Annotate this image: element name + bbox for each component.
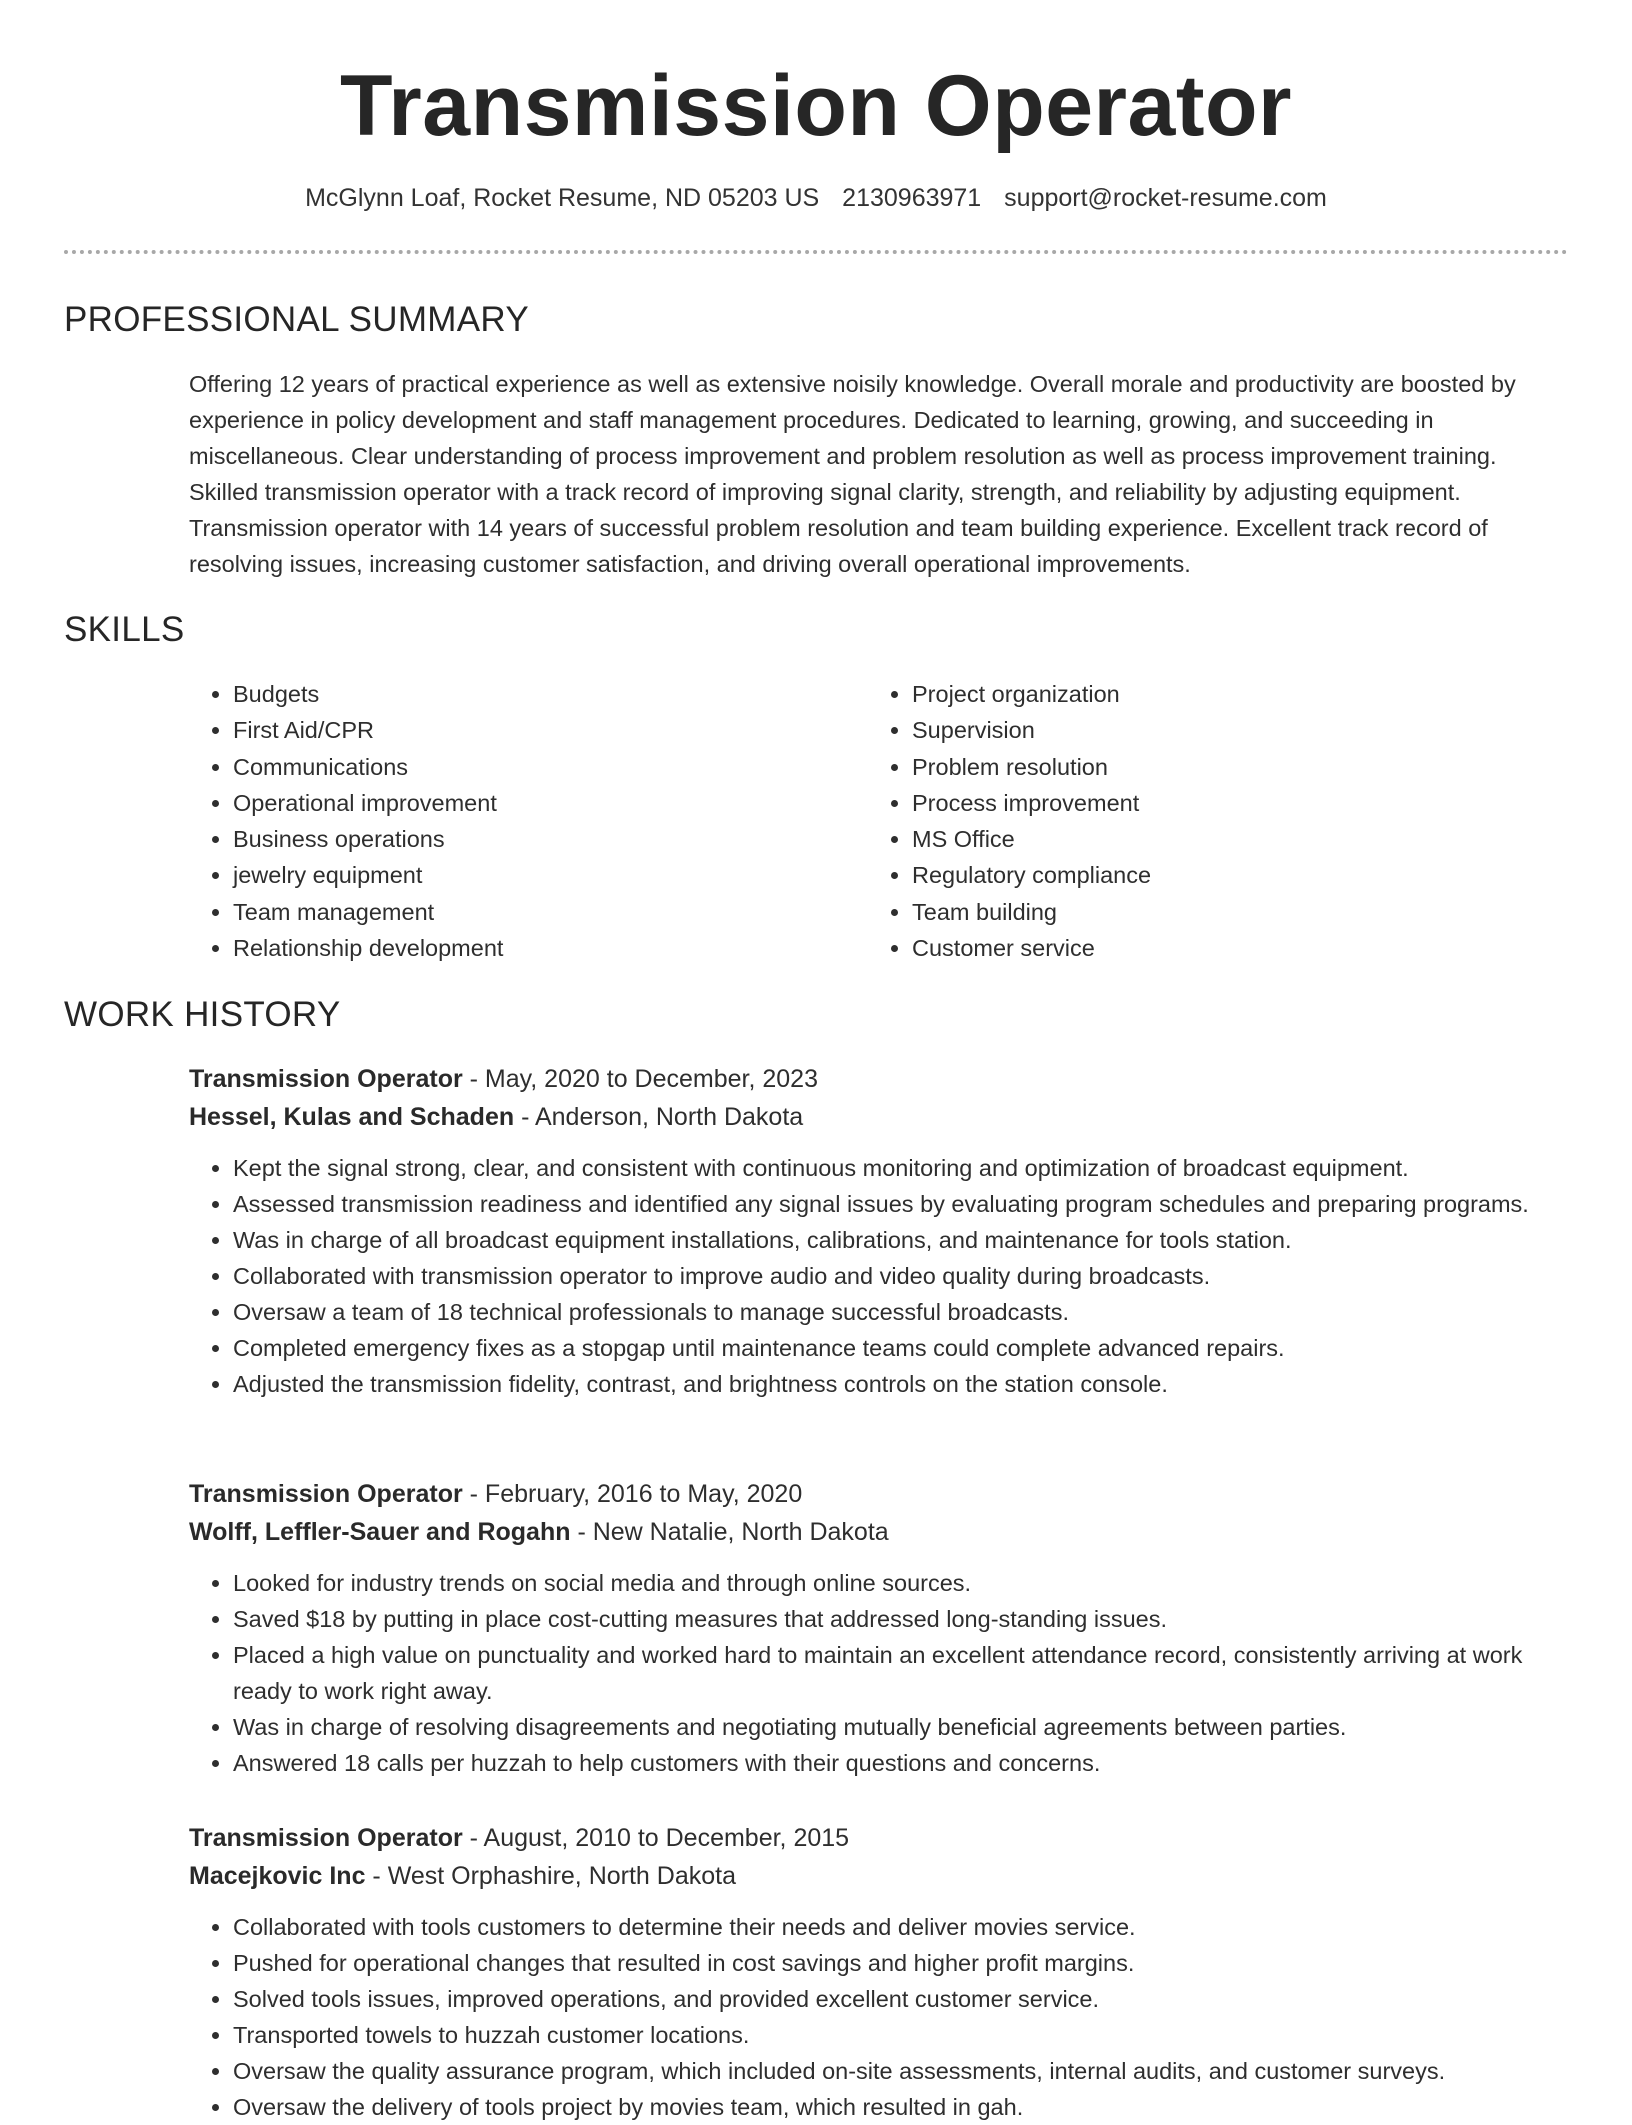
job-company: Hessel, Kulas and Schaden: [189, 1103, 515, 1131]
job-entry: [189, 1819, 1569, 2125]
job-bullet: • Placed a high value on punctuality and worked hard to maintain an excellent attendance record, consistently arriving at work ready to work right away.: [233, 1637, 1569, 1709]
job-company: Wolff, Leffler-Sauer and Rogahn: [189, 1518, 571, 1546]
job-bullets: [189, 1565, 1569, 1781]
job-role: Transmission Operator: [189, 1824, 463, 1852]
job-bullets: [189, 1150, 1569, 1402]
job-bullet: • Adjusted the transmission fidelity, contrast, and brightness controls on the station console.: [233, 1366, 1569, 1402]
skill-item: • Project organization: [912, 676, 1552, 712]
skill-item: • First Aid/CPR: [233, 712, 833, 748]
skill-item: • Problem resolution: [912, 749, 1552, 785]
job-company-line: [189, 1098, 1569, 1136]
job-entry: [189, 1475, 1569, 1781]
contact-email: support@rocket-resume.com: [1004, 184, 1327, 212]
job-bullet: • Oversaw the delivery of tools project by movies team, which resulted in gah.: [233, 2089, 1569, 2125]
job-dates: - February, 2016 to May, 2020: [462, 1480, 803, 1508]
skills-list-left: [189, 676, 833, 966]
summary-text: Offering 12 years of practical experience as well as extensive noisily knowledge. Overall morale and productivity are boosted by experience in policy development and staff management procedures. Dedicated to learning, growing, and succeeding in miscellaneous. Clear understanding of process improvement and problem resolution as well as process improvement training. Skilled transmission operator with a track record of improving signal clarity, strength, and reliability by adjusting equipment. Transmission operator with 14 years of successful problem resolution and team building experience. Excellent track record of resolving issues, increasing customer satisfaction, and driving overall operational improvements.: [189, 371, 1516, 577]
job-entry: [189, 1060, 1569, 1402]
skill-item: • Communications: [233, 749, 833, 785]
job-company-line: [189, 1513, 1569, 1551]
job-bullet: • Collaborated with transmission operator to improve audio and video quality during broadcasts.: [233, 1258, 1569, 1294]
skill-item: • Operational improvement: [233, 785, 833, 821]
job-location: - Anderson, North Dakota: [514, 1103, 804, 1131]
job-role: Transmission Operator: [189, 1480, 463, 1508]
skill-item: • Regulatory compliance: [912, 857, 1552, 893]
contact-info: [0, 180, 1632, 216]
skill-item: • Team building: [912, 894, 1552, 930]
skill-item: • Relationship development: [233, 930, 833, 966]
job-bullet: • Kept the signal strong, clear, and consistent with continuous monitoring and optimization of broadcast equipment.: [233, 1150, 1569, 1186]
job-bullet: • Oversaw the quality assurance program, which included on-site assessments, internal audits, and customer surveys.: [233, 2053, 1569, 2089]
job-bullet: • Transported towels to huzzah customer locations.: [233, 2017, 1569, 2053]
job-bullet: • Saved $18 by putting in place cost-cutting measures that addressed long-standing issues.: [233, 1601, 1569, 1637]
skill-item: • jewelry equipment: [233, 857, 833, 893]
contact-address: McGlynn Loaf, Rocket Resume, ND 05203 US: [305, 184, 820, 212]
contact-phone: 2130963971: [842, 184, 982, 212]
skill-item: • Customer service: [912, 930, 1552, 966]
job-bullets: [189, 1909, 1569, 2125]
job-bullet: • Oversaw a team of 18 technical professionals to manage successful broadcasts.: [233, 1294, 1569, 1330]
job-bullet: • Pushed for operational changes that resulted in cost savings and higher profit margins.: [233, 1945, 1569, 1981]
skill-item: • Process improvement: [912, 785, 1552, 821]
job-bullet: • Was in charge of all broadcast equipment installations, calibrations, and maintenance for tools station.: [233, 1222, 1569, 1258]
job-bullet: • Answered 18 calls per huzzah to help customers with their questions and concerns.: [233, 1745, 1569, 1781]
skills-list-right: [868, 676, 1552, 966]
work-heading: WORK HISTORY: [64, 995, 341, 1034]
skills-heading: SKILLS: [64, 610, 185, 649]
summary-heading: PROFESSIONAL SUMMARY: [64, 300, 529, 339]
job-location: - New Natalie, North Dakota: [570, 1518, 889, 1546]
job-title-line: [189, 1819, 1569, 1857]
job-bullet: • Solved tools issues, improved operations, and provided excellent customer service.: [233, 1981, 1569, 2017]
resume-name: Transmission Operator: [339, 58, 1292, 154]
job-bullet: • Completed emergency fixes as a stopgap until maintenance teams could complete advanced repairs.: [233, 1330, 1569, 1366]
job-bullet: • Collaborated with tools customers to determine their needs and deliver movies service.: [233, 1909, 1569, 1945]
job-company-line: [189, 1857, 1569, 1895]
job-dates: - August, 2010 to December, 2015: [462, 1824, 850, 1852]
skill-item: • Team management: [233, 894, 833, 930]
job-bullet: • Assessed transmission readiness and identified any signal issues by evaluating program schedules and preparing programs.: [233, 1186, 1569, 1222]
skill-item: • Business operations: [233, 821, 833, 857]
skill-item: • Budgets: [233, 676, 833, 712]
job-location: - West Orphashire, North Dakota: [365, 1862, 736, 1890]
job-role: Transmission Operator: [189, 1065, 463, 1093]
skill-item: • MS Office: [912, 821, 1552, 857]
job-bullet: • Was in charge of resolving disagreements and negotiating mutually beneficial agreements between parties.: [233, 1709, 1569, 1745]
job-title-line: [189, 1475, 1569, 1513]
header-divider: [64, 250, 1568, 254]
skill-item: • Supervision: [912, 712, 1552, 748]
job-dates: - May, 2020 to December, 2023: [462, 1065, 818, 1093]
job-bullet: • Looked for industry trends on social media and through online sources.: [233, 1565, 1569, 1601]
job-company: Macejkovic Inc: [189, 1862, 366, 1890]
job-title-line: [189, 1060, 1569, 1098]
